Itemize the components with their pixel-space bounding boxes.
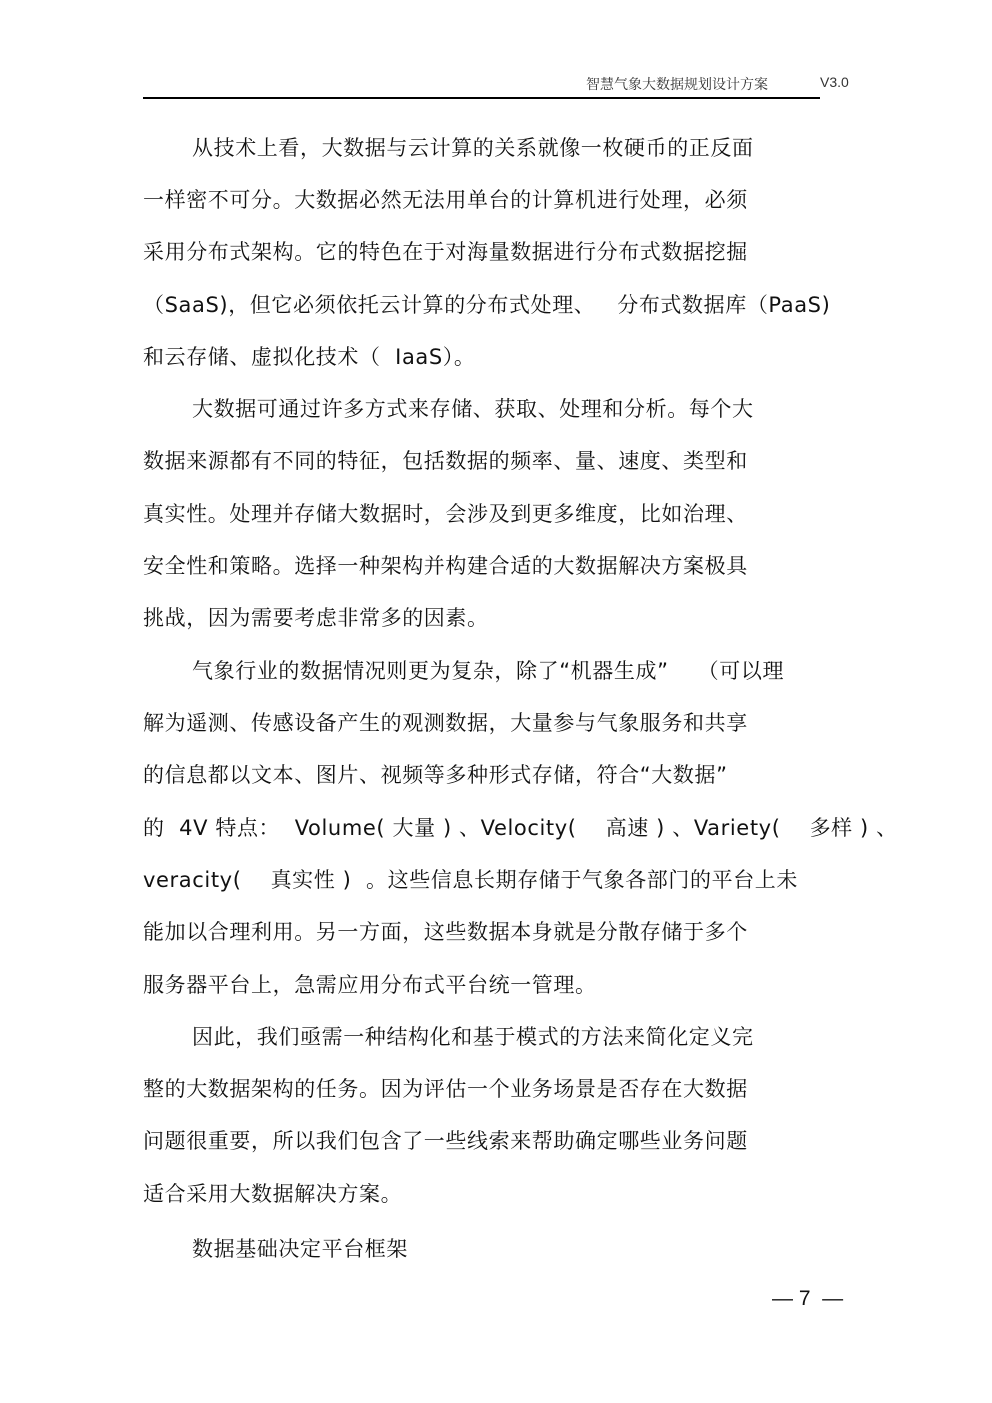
paragraph-line: 服务器平台上，急需应用分布式平台统一管理。 bbox=[143, 973, 597, 997]
paragraph-line: （SaaS)，但它必须依托云计算的分布式处理、 分布式数据库（PaaS) bbox=[143, 293, 831, 317]
paragraph-line: 整的大数据架构的任务。因为评估一个业务场景是否存在大数据 bbox=[143, 1077, 748, 1101]
paragraph-line: 真实性。处理并存储大数据时，会涉及到更多维度，比如治理、 bbox=[143, 502, 748, 526]
header-divider bbox=[143, 97, 820, 99]
paragraph-line: veracity( 真实性 ) 。这些信息长期存储于气象各部门的平台上未 bbox=[143, 868, 799, 892]
paragraph-line: 一样密不可分。大数据必然无法用单台的计算机进行处理，必须 bbox=[143, 188, 748, 212]
header-title: 智慧气象大数据规划设计方案 bbox=[586, 77, 768, 93]
paragraph-line: 解为遥测、传感设备产生的观测数据，大量参与气象服务和共享 bbox=[143, 711, 748, 735]
paragraph-line: 数据来源都有不同的特征，包括数据的频率、量、速度、类型和 bbox=[143, 449, 748, 473]
paragraph-line: 大数据可通过许多方式来存储、获取、处理和分析。每个大 bbox=[192, 397, 754, 421]
paragraph-line: 挑战，因为需要考虑非常多的因素。 bbox=[143, 606, 489, 630]
page-number: — 7 — bbox=[772, 1287, 844, 1310]
paragraph-line: 适合采用大数据解决方案。 bbox=[143, 1182, 403, 1206]
paragraph-line: 的 4V 特点： Volume( 大量 ) 、Velocity( 高速 ) 、Variety( 多样 ) 、 bbox=[143, 816, 898, 840]
section-heading: 数据基础决定平台框架 bbox=[192, 1237, 408, 1261]
paragraph-line: 采用分布式架构。它的特色在于对海量数据进行分布式数据挖掘 bbox=[143, 240, 748, 264]
paragraph-line: 因此，我们亟需一种结构化和基于模式的方法来简化定义完 bbox=[192, 1025, 754, 1049]
paragraph-line: 的信息都以文本、图片、视频等多种形式存储，符合“大数据” bbox=[143, 763, 728, 787]
paragraph-line: 安全性和策略。选择一种架构并构建合适的大数据解决方案极具 bbox=[143, 554, 748, 578]
paragraph-line: 问题很重要，所以我们包含了一些线索来帮助确定哪些业务问题 bbox=[143, 1129, 748, 1153]
header-version: V3.0 bbox=[820, 74, 849, 90]
paragraph-line: 和云存储、虚拟化技术（ IaaS）。 bbox=[143, 345, 476, 369]
paragraph-line: 能加以合理利用。另一方面，这些数据本身就是分散存储于多个 bbox=[143, 920, 748, 944]
paragraph-line: 从技术上看，大数据与云计算的关系就像一枚硬币的正反面 bbox=[192, 136, 754, 160]
paragraph-line: 气象行业的数据情况则更为复杂，除了“机器生成” （可以理 bbox=[192, 659, 785, 683]
